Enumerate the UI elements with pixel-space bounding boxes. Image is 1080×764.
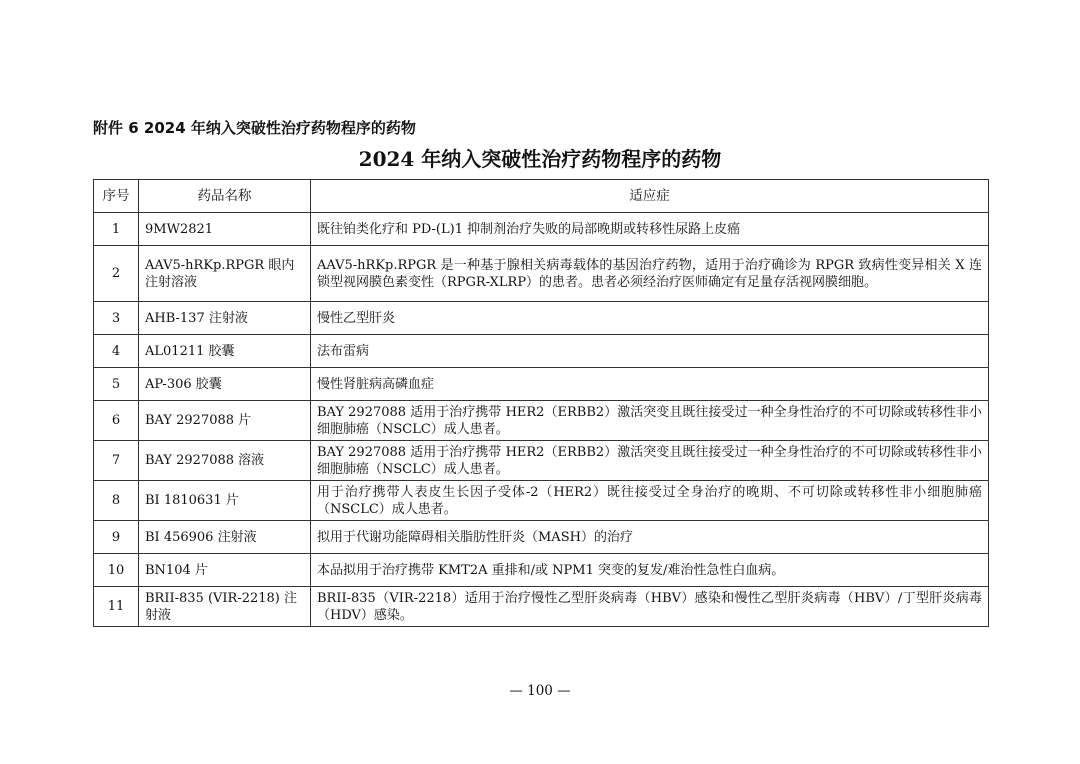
table-header-row (94, 180, 989, 213)
row-indication: AAV5-hRKp.RPGR 是一种基于腺相关病毒载体的基因治疗药物，适用于治疗确诊为 RPGR 致病性变异相关 X 连锁型视网膜色素变性（RPGR-XLRP）的患者。患者必须经治疗医师确定有足量存活视网膜细胞。 (311, 246, 989, 302)
table-row (94, 441, 989, 481)
row-indication: 本品拟用于治疗携带 KMT2A 重排和/或 NPM1 突变的复发/难治性急性白血病。 (311, 554, 989, 587)
row-indication: 拟用于代谢功能障碍相关脂肪性肝炎（MASH）的治疗 (311, 521, 989, 554)
drug-table (93, 179, 989, 627)
row-drug-name: AP-306 胶囊 (139, 368, 311, 401)
row-indication: 既往铂类化疗和 PD-(L)1 抑制剂治疗失败的局部晚期或转移性尿路上皮癌 (311, 213, 989, 246)
row-drug-name: AHB-137 注射液 (139, 302, 311, 335)
header-no: 序号 (94, 180, 139, 213)
row-drug-name: AL01211 胶囊 (139, 335, 311, 368)
row-drug-name: BRII-835 (VIR-2218) 注射液 (139, 587, 311, 627)
row-indication: BRII-835（VIR-2218）适用于治疗慢性乙型肝炎病毒（HBV）感染和慢性乙型肝炎病毒（HBV）/丁型肝炎病毒（HDV）感染。 (311, 587, 989, 627)
row-no: 9 (94, 521, 139, 554)
row-no: 3 (94, 302, 139, 335)
row-indication: 用于治疗携带人表皮生长因子受体-2（HER2）既往接受过全身治疗的晚期、不可切除或转移性非小细胞肺癌（NSCLC）成人患者。 (311, 481, 989, 521)
row-no: 11 (94, 587, 139, 627)
row-no: 10 (94, 554, 139, 587)
page-number: — 100 — (509, 683, 571, 699)
row-indication: 慢性肾脏病高磷血症 (311, 368, 989, 401)
row-no: 7 (94, 441, 139, 481)
header-drug-name: 药品名称 (139, 180, 311, 213)
row-drug-name: BN104 片 (139, 554, 311, 587)
table-row (94, 302, 989, 335)
document-title: 2024 年纳入突破性治疗药物程序的药物 (358, 147, 722, 171)
row-no: 5 (94, 368, 139, 401)
row-drug-name: 9MW2821 (139, 213, 311, 246)
row-no: 1 (94, 213, 139, 246)
row-indication: BAY 2927088 适用于治疗携带 HER2（ERBB2）激活突变且既往接受过一种全身性治疗的不可切除或转移性非小细胞肺癌（NSCLC）成人患者。 (311, 441, 989, 481)
row-drug-name: BAY 2927088 溶液 (139, 441, 311, 481)
table-row (94, 368, 989, 401)
table-row (94, 401, 989, 441)
table-row (94, 587, 989, 627)
row-no: 4 (94, 335, 139, 368)
table-row (94, 521, 989, 554)
row-indication: 慢性乙型肝炎 (311, 302, 989, 335)
row-drug-name: AAV5-hRKp.RPGR 眼内注射溶液 (139, 246, 311, 302)
table-row (94, 213, 989, 246)
row-drug-name: BI 1810631 片 (139, 481, 311, 521)
row-no: 2 (94, 246, 139, 302)
table-row (94, 481, 989, 521)
row-drug-name: BI 456906 注射液 (139, 521, 311, 554)
table-row (94, 246, 989, 302)
row-no: 8 (94, 481, 139, 521)
row-indication: 法布雷病 (311, 335, 989, 368)
table-row (94, 335, 989, 368)
attachment-heading: 附件 6 2024 年纳入突破性治疗药物程序的药物 (93, 119, 416, 137)
row-drug-name: BAY 2927088 片 (139, 401, 311, 441)
row-no: 6 (94, 401, 139, 441)
row-indication: BAY 2927088 适用于治疗携带 HER2（ERBB2）激活突变且既往接受过一种全身性治疗的不可切除或转移性非小细胞肺癌（NSCLC）成人患者。 (311, 401, 989, 441)
header-indication: 适应症 (311, 180, 989, 213)
table-row (94, 554, 989, 587)
